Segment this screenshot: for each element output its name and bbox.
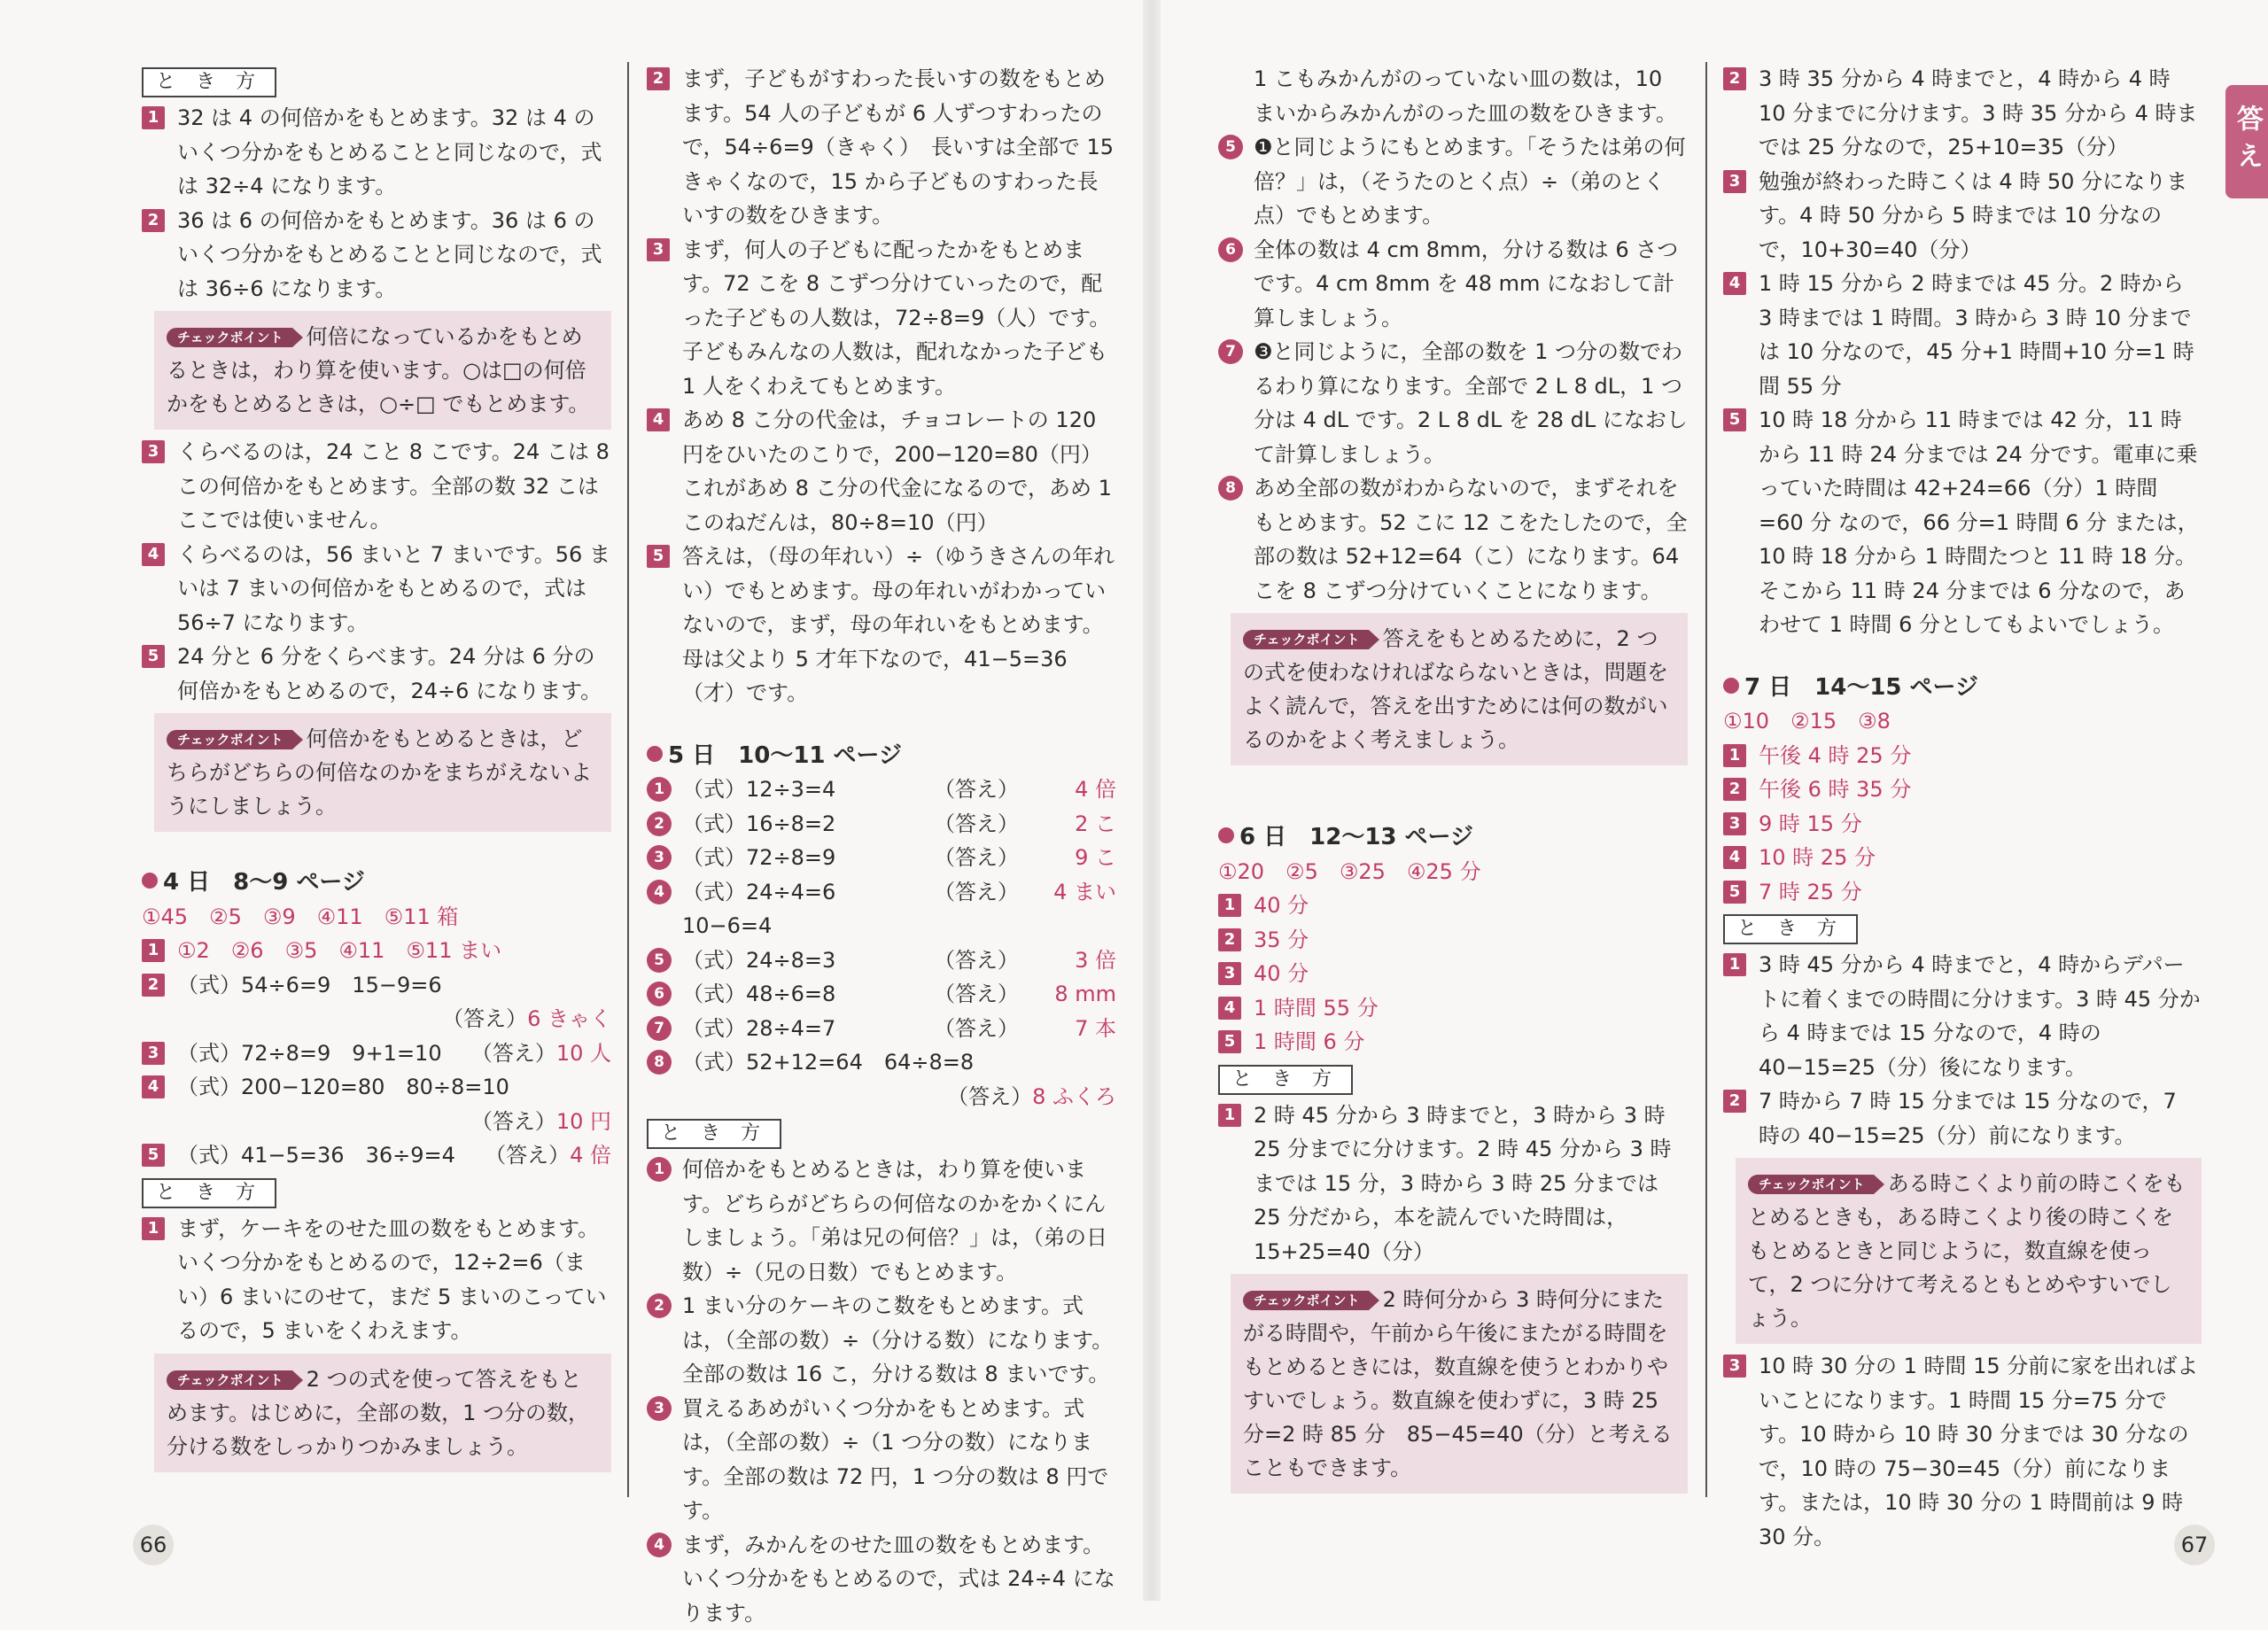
- list-item: [1723, 62, 2202, 165]
- answer-label: （答え）: [934, 977, 1019, 1012]
- item-text: 全体の数は 4 cm 8mm，分ける数は 6 さつです。4 cm 8mm を 48 mm になおして計算しましょう。: [1254, 233, 1688, 336]
- answer-label: （答え）: [934, 772, 1019, 807]
- answer-value: 4 倍: [570, 1138, 611, 1173]
- answer-label: （答え）: [934, 1012, 1019, 1046]
- answer-value: 9 こ: [1019, 841, 1116, 875]
- list-item: [647, 1392, 1116, 1528]
- check-point-box: [1736, 1158, 2202, 1344]
- answer-label: （答え）: [934, 841, 1019, 875]
- answer-value: 35 分: [1254, 923, 1688, 958]
- section-title: 7 日 14～15 ページ: [1744, 674, 1978, 701]
- section-heading: [647, 739, 1116, 773]
- list-item: [142, 640, 611, 708]
- list-item: [647, 1528, 1116, 1630]
- circle-number: 7: [1218, 339, 1243, 364]
- answer-row: [647, 875, 1116, 943]
- section-title: 6 日 12～13 ページ: [1239, 824, 1473, 850]
- answer-row: [647, 977, 1116, 1012]
- answer-label: （答え）: [934, 807, 1019, 842]
- number-badge: 5: [142, 1144, 165, 1167]
- circle-number: 7: [647, 1016, 672, 1041]
- left-page: [0, 0, 1143, 1601]
- number-badge: 5: [647, 545, 670, 568]
- answer-value: 4 まい: [1019, 875, 1116, 943]
- right-page: [1161, 0, 2268, 1601]
- equation: （式）200−120=80 80÷8=10: [177, 1070, 611, 1105]
- item-text: ❸と同じように，全部の数を 1 つ分の数でわるわり算になります。全部で 2 L 8 dL，1 つ分は 4 dL です。2 L 8 dL を 28 dL になおして計算しましょう。: [1254, 335, 1688, 471]
- answer-value: 7 本: [1019, 1012, 1116, 1046]
- item-text: 7 時から 7 時 15 分までは 15 分なので，7 時の 40−15=25（分）前になります。: [1759, 1084, 2202, 1153]
- answer-value: 2 こ: [1019, 807, 1116, 842]
- check-point-text: ある時こくより前の時こくをもとめるときも，ある時こくより後の時こくをもとめるときと同じように，数直線を使って，2 つに分けて考えるともとめやすいでしょう。: [1748, 1171, 2186, 1331]
- number-badge: 1: [142, 939, 165, 962]
- number-badge: 4: [142, 543, 165, 566]
- column-divider: [1705, 62, 1707, 1497]
- section-heading: [1723, 671, 2202, 705]
- check-point-text: 2 時何分から 3 時何分にまたがる時間や，午前から午後にまたがる時間をもとめるときには，数直線を使うとわかりやすいでしょう。数直線を使わずに，3 時 25 分=2 時 85 分 85−45=40（分）と考えることもできます。: [1243, 1287, 1673, 1480]
- list-item: [647, 1153, 1116, 1289]
- check-point-box: [154, 713, 611, 832]
- number-badge: 2: [142, 209, 165, 232]
- equation: （式）72÷8=9: [682, 841, 934, 875]
- check-point-box: [154, 1354, 611, 1472]
- circle-number: 1: [647, 777, 672, 802]
- number-badge: 3: [1218, 962, 1241, 985]
- circle-number: 5: [647, 948, 672, 973]
- section-title: 5 日 10～11 ページ: [668, 742, 902, 769]
- answer-row: [142, 1036, 611, 1071]
- number-badge: 2: [1723, 67, 1746, 90]
- item-text: まず，何人の子どもに配ったかをもとめます。72 こを 8 こずつ分けていったので，配った子どもの人数は，72÷8=9（人）です。子どもみんなの人数は，配れなかった子ども 1 人をくわえてもとめます。: [682, 233, 1116, 404]
- tokikata-label: と き 方: [1218, 1065, 1353, 1095]
- answer-line: ①10 ②15 ③8: [1723, 704, 2202, 739]
- equation: （式）28÷4=7: [682, 1012, 934, 1046]
- list-item: [647, 62, 1116, 233]
- list-item: [1723, 948, 2202, 1084]
- answer-label: （答え）: [471, 1109, 556, 1134]
- list-item: [647, 539, 1116, 710]
- answer-row: [647, 943, 1116, 978]
- answer-line: ①45 ②5 ③9 ④11 ⑤11 箱: [142, 900, 611, 935]
- answer-line: [142, 1105, 611, 1139]
- circle-number: 6: [647, 982, 672, 1006]
- equation-text: [177, 1138, 611, 1173]
- item-text: 買えるあめがいくつ分かをもとめます。式は，（全部の数）÷（1 つ分の数）になります。全部の数は 72 円，1 つ分の数は 8 円です。: [682, 1392, 1116, 1528]
- item-text: あめ 8 こ分の代金は，チョコレートの 120 円をひいたのこりで，200−120=80（円）これがあめ 8 こ分の代金になるので，あめ 1 このねだんは，80÷8=10（円）: [682, 403, 1116, 539]
- item-text: 勉強が終わった時こくは 4 時 50 分になります。4 時 50 分から 5 時までは 10 分なので，10+30=40（分）: [1759, 165, 2202, 268]
- bullet-dot-icon: [1218, 827, 1234, 843]
- answer-content: [682, 1045, 1116, 1080]
- list-item: [142, 435, 611, 538]
- answer-value: 6 きゃく: [527, 1006, 611, 1031]
- answer-value: 8 mm: [1019, 977, 1116, 1012]
- answer-value: 10 時 25 分: [1759, 841, 2202, 875]
- right-column-1: [1218, 62, 1688, 1499]
- check-point-label: チェックポイント: [1243, 630, 1369, 649]
- check-point-label: チェックポイント: [167, 730, 292, 749]
- circle-number: 6: [1218, 237, 1243, 262]
- item-text: 3 時 35 分から 4 時までと，4 時から 4 時 10 分までに分けます。3 時 35 分から 4 時までは 25 分なので，25+10=35（分）: [1759, 62, 2202, 165]
- answer-value: 4 倍: [1019, 772, 1116, 807]
- item-text: 何倍かをもとめるときは，わり算を使います。どちらがどちらの何倍なのかをかくにんしましょう。「弟は兄の何倍？」は，（弟の日数）÷（兄の日数）でもとめます。: [682, 1153, 1116, 1289]
- list-item: [142, 1212, 611, 1348]
- item-text: 32 は 4 の何倍かをもとめます。32 は 4 のいくつ分かをもとめることと同じなので，式は 32÷4 になります。: [177, 101, 611, 204]
- item-text: まず，ケーキをのせた皿の数をもとめます。いくつ分かをもとめるので，12÷2=6（まい）6 まいにのせて，まだ 5 まいのこっているので，5 まいをくわえます。: [177, 1212, 611, 1348]
- answer-row: [1723, 875, 2202, 910]
- answer-row: [647, 841, 1116, 875]
- check-point-label: チェックポイント: [167, 328, 292, 347]
- number-badge: 2: [142, 974, 165, 997]
- equation: （式）41−5=36 36÷9=4: [177, 1138, 485, 1173]
- item-text: くらべるのは，24 こと 8 こです。24 こは 8 この何倍かをもとめます。全部の数 32 こはここでは使いません。: [177, 435, 611, 538]
- tokikata-label: と き 方: [142, 1178, 276, 1208]
- check-point-label: チェックポイント: [1748, 1175, 1874, 1194]
- check-point-label: チェックポイント: [1243, 1291, 1369, 1310]
- answer-value: 1 時間 6 分: [1254, 1025, 1688, 1060]
- number-badge: 5: [142, 645, 165, 668]
- number-badge: 1: [1723, 953, 1746, 976]
- left-column-1: [142, 62, 611, 1478]
- circle-number: 8: [1218, 476, 1243, 501]
- answer-value: 40 分: [1254, 957, 1688, 991]
- equation-text: [177, 968, 611, 1003]
- answer-value: 8 ふくろ: [1032, 1084, 1116, 1109]
- check-point-text: 何倍かをもとめるときは，どちらがどちらの何倍なのかをまちがえないようにしましょう。: [167, 726, 592, 819]
- left-column-2: [647, 62, 1116, 1630]
- answer-content: [682, 875, 1116, 943]
- answer-row: [647, 772, 1116, 807]
- answer-row: [1218, 889, 1688, 923]
- list-item: [1723, 403, 2202, 642]
- answer-label: （答え）: [934, 875, 1019, 943]
- equation: （式）24÷8=3: [682, 943, 934, 978]
- answer-value: 午後 4 時 25 分: [1759, 739, 2202, 773]
- equation-text: [177, 1036, 611, 1071]
- answer-value: 10 円: [556, 1109, 611, 1134]
- item-text: 1 まい分のケーキのこ数をもとめます。式は，（全部の数）÷（分ける数）になります。全部の数は 16 こ，分ける数は 8 まいです。: [682, 1289, 1116, 1392]
- check-point-text: 2 つの式を使って答えをもとめます。はじめに，全部の数，1 つ分の数，分ける数をしっかりつかみましょう。: [167, 1367, 589, 1459]
- day6-answer-list: [1218, 889, 1688, 1060]
- number-badge: 1: [1723, 744, 1746, 767]
- check-point-text: 何倍になっているかをもとめるときは，わり算を使います。○は□の何倍かをもとめるときは，○÷□ でもとめます。: [167, 324, 589, 416]
- number-badge: 1: [142, 106, 165, 129]
- circle-number: 4: [647, 880, 672, 904]
- answer-row: [142, 934, 611, 968]
- item-text: まず，みかんをのせた皿の数をもとめます。いくつ分かをもとめるので，式は 24÷4 になります。: [682, 1528, 1116, 1630]
- circle-number: 8: [647, 1050, 672, 1075]
- equation: （式）12÷3=4: [682, 772, 934, 807]
- answer-label: （答え）: [947, 1084, 1032, 1109]
- list-item: [1218, 233, 1688, 336]
- list-item: [1218, 471, 1688, 608]
- answer-label: （答え）: [485, 1138, 570, 1173]
- answer-value: [1019, 1045, 1116, 1080]
- item-text: まず，子どもがすわった長いすの数をもとめます。54 人の子どもが 6 人ずつすわったので，54÷6=9（きゃく） 長いすは全部で 15 きゃくなので，15 から子どものすわった長いすの数をひきます。: [682, 62, 1116, 233]
- number-badge: 2: [1218, 928, 1241, 951]
- number-badge: 1: [1218, 894, 1241, 917]
- answer-content: [682, 1012, 1116, 1046]
- number-badge: 2: [647, 67, 670, 90]
- list-item: [647, 1289, 1116, 1392]
- circle-number: 2: [647, 1293, 672, 1318]
- circle-number: 4: [647, 1533, 672, 1557]
- item-text: 答えは，（母の年れい）÷（ゆうきさんの年れい）でもとめます。母の年れいがわかっていないので，まず，母の年れいをもとめます。母は父より 5 才年下なので，41−5=36（才）です。: [682, 539, 1116, 710]
- list-item: [1723, 1349, 2202, 1554]
- item-text: 2 時 45 分から 3 時までと，3 時から 3 時 25 分までに分けます。2 時 45 分から 3 時までは 15 分，3 時から 3 時 25 分までは 25 分だから，本を読んでいた時間は，15+25=40（分）: [1254, 1098, 1688, 1269]
- number-badge: 3: [1723, 170, 1746, 193]
- check-point-box: [154, 311, 611, 430]
- answer-row: [1218, 1025, 1688, 1060]
- tokikata-label: と き 方: [1723, 914, 1858, 944]
- answer-content: [682, 977, 1116, 1012]
- number-badge: 3: [647, 238, 670, 261]
- list-item: [1218, 335, 1688, 471]
- answer-row: [1218, 957, 1688, 991]
- number-badge: 5: [1723, 881, 1746, 904]
- item-text: あめ全部の数がわからないので，まずそれをもとめます。52 こに 12 こをたしたので，全部の数は 52+12=64（こ）になります。64 こを 8 こずつ分けていくことになります。: [1254, 471, 1688, 608]
- equation: （式）54÷6=9 15−9=6: [177, 973, 442, 997]
- number-badge: 3: [1723, 812, 1746, 835]
- equation: （式）52+12=64 64÷8=8: [682, 1045, 1019, 1080]
- check-point-box: [1231, 613, 1688, 765]
- answer-row: [1723, 772, 2202, 807]
- answer-label: （答え）: [442, 1006, 527, 1031]
- answer-label: （答え）: [934, 943, 1019, 978]
- answer-label: （答え）: [471, 1036, 556, 1071]
- equation: （式）72÷8=9 9+1=10: [177, 1036, 471, 1071]
- check-point-box: [1231, 1274, 1688, 1494]
- item-text: 10 時 18 分から 11 時までは 42 分，11 時から 11 時 24 分までは 24 分です。電車に乗っていた時間は 42+24=66（分）1 時間=60 分 なので，66 分=1 時間 6 分 または，10 時 18 分から 1 時間たつと 11 時 18 分。そこから 11 時 24 分までは 6 分なので，あわせて 1 時間 6 分としてもよいでしょう。: [1759, 403, 2202, 642]
- tokikata-label: と き 方: [647, 1119, 781, 1149]
- section-heading: [1218, 820, 1688, 855]
- list-item: [1723, 1084, 2202, 1153]
- equation: （式）48÷6=8: [682, 977, 934, 1012]
- answer-line: [647, 1080, 1116, 1114]
- answer-content: [682, 772, 1116, 807]
- number-badge: 2: [1723, 778, 1746, 801]
- list-item: [1723, 165, 2202, 268]
- circle-number: 2: [647, 811, 672, 836]
- number-badge: 3: [1723, 1354, 1746, 1378]
- number-badge: 4: [142, 1075, 165, 1098]
- number-badge: 5: [1723, 408, 1746, 431]
- page-number: 67: [2174, 1525, 2215, 1565]
- number-badge: 4: [1723, 846, 1746, 869]
- continued-text: 1 こもみかんがのっていない皿の数は，10 まいからみかんがのった皿の数をひきます。: [1218, 62, 1688, 130]
- answer-value: 10 人: [556, 1036, 611, 1071]
- column-divider: [627, 62, 629, 1497]
- number-badge: 4: [1723, 272, 1746, 295]
- bullet-dot-icon: [142, 873, 158, 889]
- circle-number: 3: [647, 845, 672, 870]
- answer-row: [647, 807, 1116, 842]
- answer-row: [1723, 807, 2202, 842]
- circle-number: 1: [647, 1157, 672, 1182]
- list-item: [1218, 1098, 1688, 1269]
- list-item: [647, 403, 1116, 539]
- answer-value: 40 分: [1254, 889, 1688, 923]
- answer-value: 3 倍: [1019, 943, 1116, 978]
- answer-row: [142, 1070, 611, 1105]
- answer-row: [647, 1045, 1116, 1080]
- answer-content: [682, 841, 1116, 875]
- equation: （式）16÷8=2: [682, 807, 934, 842]
- day7-answer-list: [1723, 739, 2202, 910]
- answer-content: [682, 943, 1116, 978]
- answer-row: [647, 1012, 1116, 1046]
- answer-text: ①2 ②6 ③5 ④11 ⑤11 まい: [177, 934, 611, 968]
- item-text: 3 時 45 分から 4 時までと，4 時からデパートに着くまでの時間に分けます。3 時 45 分から 4 時までは 15 分なので，4 時の 40−15=25（分）後になります。: [1759, 948, 2202, 1084]
- item-text: 10 時 30 分の 1 時間 15 分前に家を出ればよいことになります。1 時間 15 分=75 分です。10 時から 10 時 30 分までは 30 分なので，10 時の 75−30=45（分）前になります。または，10 時 30 分の 1 時間前は 9 時 30 分。: [1759, 1349, 2202, 1554]
- list-item: [647, 233, 1116, 404]
- number-badge: 3: [142, 440, 165, 463]
- answer-value: 7 時 25 分: [1759, 875, 2202, 910]
- number-badge: 3: [142, 1042, 165, 1065]
- circle-number: 5: [1218, 135, 1243, 159]
- number-badge: 5: [1218, 1030, 1241, 1053]
- section-title: 4 日 8～9 ページ: [163, 869, 365, 896]
- answer-row: [142, 968, 611, 1003]
- list-item: [1218, 130, 1688, 233]
- page-number: 66: [133, 1525, 174, 1565]
- check-point-text: 答えをもとめるために，2 つの式を使わなければならないときは，問題をよく読んで，答えを出すためには何の数がいるのかをよく考えましょう。: [1243, 626, 1668, 752]
- equation: （式）24÷4=6 10−6=4: [682, 875, 934, 943]
- answer-value: 午後 6 時 35 分: [1759, 772, 2202, 807]
- list-item: [142, 538, 611, 640]
- right-column-2: [1723, 62, 2202, 1554]
- answer-row: [1723, 739, 2202, 773]
- item-text: 1 時 15 分から 2 時までは 45 分。2 時から 3 時までは 1 時間。3 時から 3 時 10 分までは 10 分なので，45 分+1 時間+10 分=1 時間 55 分: [1759, 267, 2202, 403]
- answer-row: [1218, 923, 1688, 958]
- item-text: ❶と同じようにもとめます。「そうたは弟の何倍？」は，（そうたのとく点）÷（弟のとく点）でもとめます。: [1254, 130, 1688, 233]
- bullet-dot-icon: [1723, 678, 1739, 694]
- number-badge: 1: [1218, 1104, 1241, 1127]
- book-gutter: [1143, 0, 1161, 1601]
- day5-answer-list: [647, 772, 1116, 1080]
- list-item: [142, 101, 611, 204]
- list-item: [1723, 267, 2202, 403]
- answer-content: [682, 807, 1116, 842]
- list-item: [142, 204, 611, 307]
- section-heading: [142, 865, 611, 900]
- answer-row: [142, 1138, 611, 1173]
- answer-row: [1723, 841, 2202, 875]
- number-badge: 4: [647, 408, 670, 431]
- item-text: くらべるのは，56 まいと 7 まいです。56 まいは 7 まいの何倍かをもとめるので，式は 56÷7 になります。: [177, 538, 611, 640]
- answer-line: [142, 1002, 611, 1036]
- item-text: 24 分と 6 分をくらべます。24 分は 6 分の何倍かをもとめるので，24÷6 になります。: [177, 640, 611, 708]
- number-badge: 1: [142, 1217, 165, 1240]
- answer-line: ①20 ②5 ③25 ④25 分: [1218, 855, 1688, 889]
- item-text: 36 は 6 の何倍かをもとめます。36 は 6 のいくつ分かをもとめることと同じなので，式は 36÷6 になります。: [177, 204, 611, 307]
- number-badge: 2: [1723, 1090, 1746, 1113]
- tokikata-label: と き 方: [142, 67, 276, 97]
- answer-value: 1 時間 55 分: [1254, 991, 1688, 1026]
- circle-number: 3: [647, 1396, 672, 1421]
- answer-value: 9 時 15 分: [1759, 807, 2202, 842]
- number-badge: 4: [1218, 997, 1241, 1020]
- bullet-dot-icon: [647, 746, 663, 762]
- check-point-label: チェックポイント: [167, 1370, 292, 1390]
- answer-tab: 答え: [2225, 85, 2268, 198]
- answer-row: [1218, 991, 1688, 1026]
